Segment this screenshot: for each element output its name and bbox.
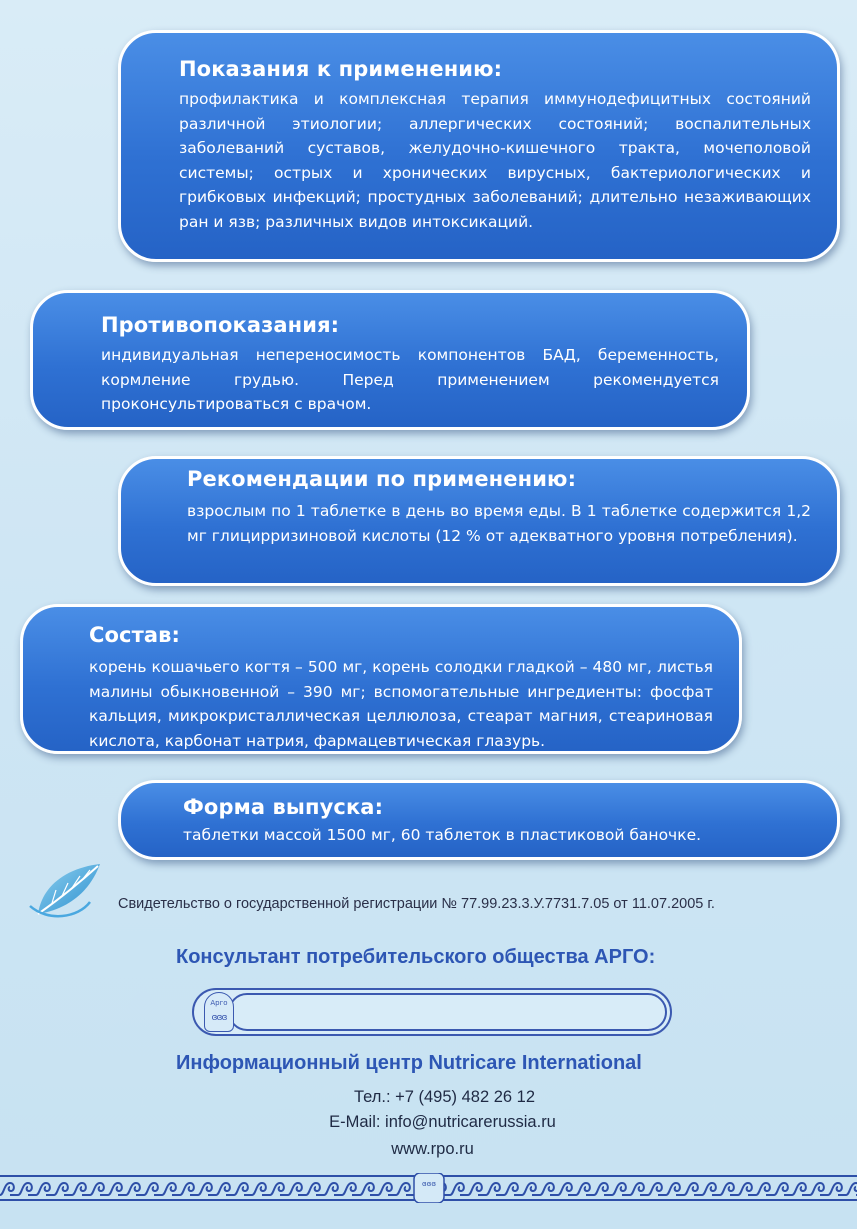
contraindications-title: Противопоказания: [101,313,340,337]
indications-title: Показания к применению: [179,57,503,81]
info-center-title: Информационный центр Nutricare International [176,1052,642,1074]
composition-title: Состав: [89,623,181,647]
wave-icon: ɞɞɞ [211,1013,227,1023]
indications-text: профилактика и комплексная терапия иммунодефицитных состояний различной этиологии; аллергических состояний; воспалительных заболеваний суставов, желудочно-кишечного тракта, мочеполовой системы; острых и хронических вирусных, бактериологических и грибковых инфекций; простудных заболеваний; длительно незаживающих ран и язв; различных видов интоксикаций. [179,90,811,231]
contraindications-text: индивидуальная непереносимость компонентов БАД, беременность, кормление грудью. Перед применением рекомендуется проконсультироваться с врачом. [101,346,719,413]
form-title: Форма выпуска: [183,795,384,819]
consultant-field-inner [228,993,667,1031]
argo-logo [204,992,234,1032]
composition-card [20,604,742,754]
consultant-title: Консультант потребительского общества АРГО: [176,946,656,968]
leaf-logo-icon [28,856,104,922]
recommendations-card [118,456,840,586]
contraindications-card [30,290,750,430]
consultant-field [192,988,672,1036]
form-card [118,780,840,860]
recommendations-title: Рекомендации по применению: [187,467,577,491]
form-text: таблетки массой 1500 мг, 60 таблеток в пластиковой баночке. [183,826,702,844]
recommendations-text: взрослым по 1 таблетке в день во время еды. В 1 таблетке содержится 1,2 мг глицирризиновой кислоты (12 % от адекватного уровня потребления). [187,502,811,545]
composition-text: корень кошачьего когтя – 500 мг, корень солодки гладкой – 480 мг, листья малины обыкновенной – 390 мг; вспомогательные ингредиенты: фосфат кальция, микрокристаллическая целлюлоза, стеарат магния, стеариновая кислота, карбонат натрия, фармацевтическая глазурь. [89,658,713,750]
website-link[interactable]: www.rpo.ru [391,1140,474,1158]
phone-text: Тел.: +7 (495) 482 26 12 [353,1088,536,1106]
argo-logo-text: Арго [210,999,228,1007]
wave-border [0,1173,857,1203]
indications-card [118,30,840,262]
registration-text: Свидетельство о государственной регистрации № 77.99.23.3.У.7731.7.05 от 11.07.2005 г. [118,896,715,912]
argo-emblem-icon: ɞɞɞ [422,1180,436,1188]
email-link[interactable]: E-Mail: info@nutricarerussia.ru [329,1113,556,1131]
